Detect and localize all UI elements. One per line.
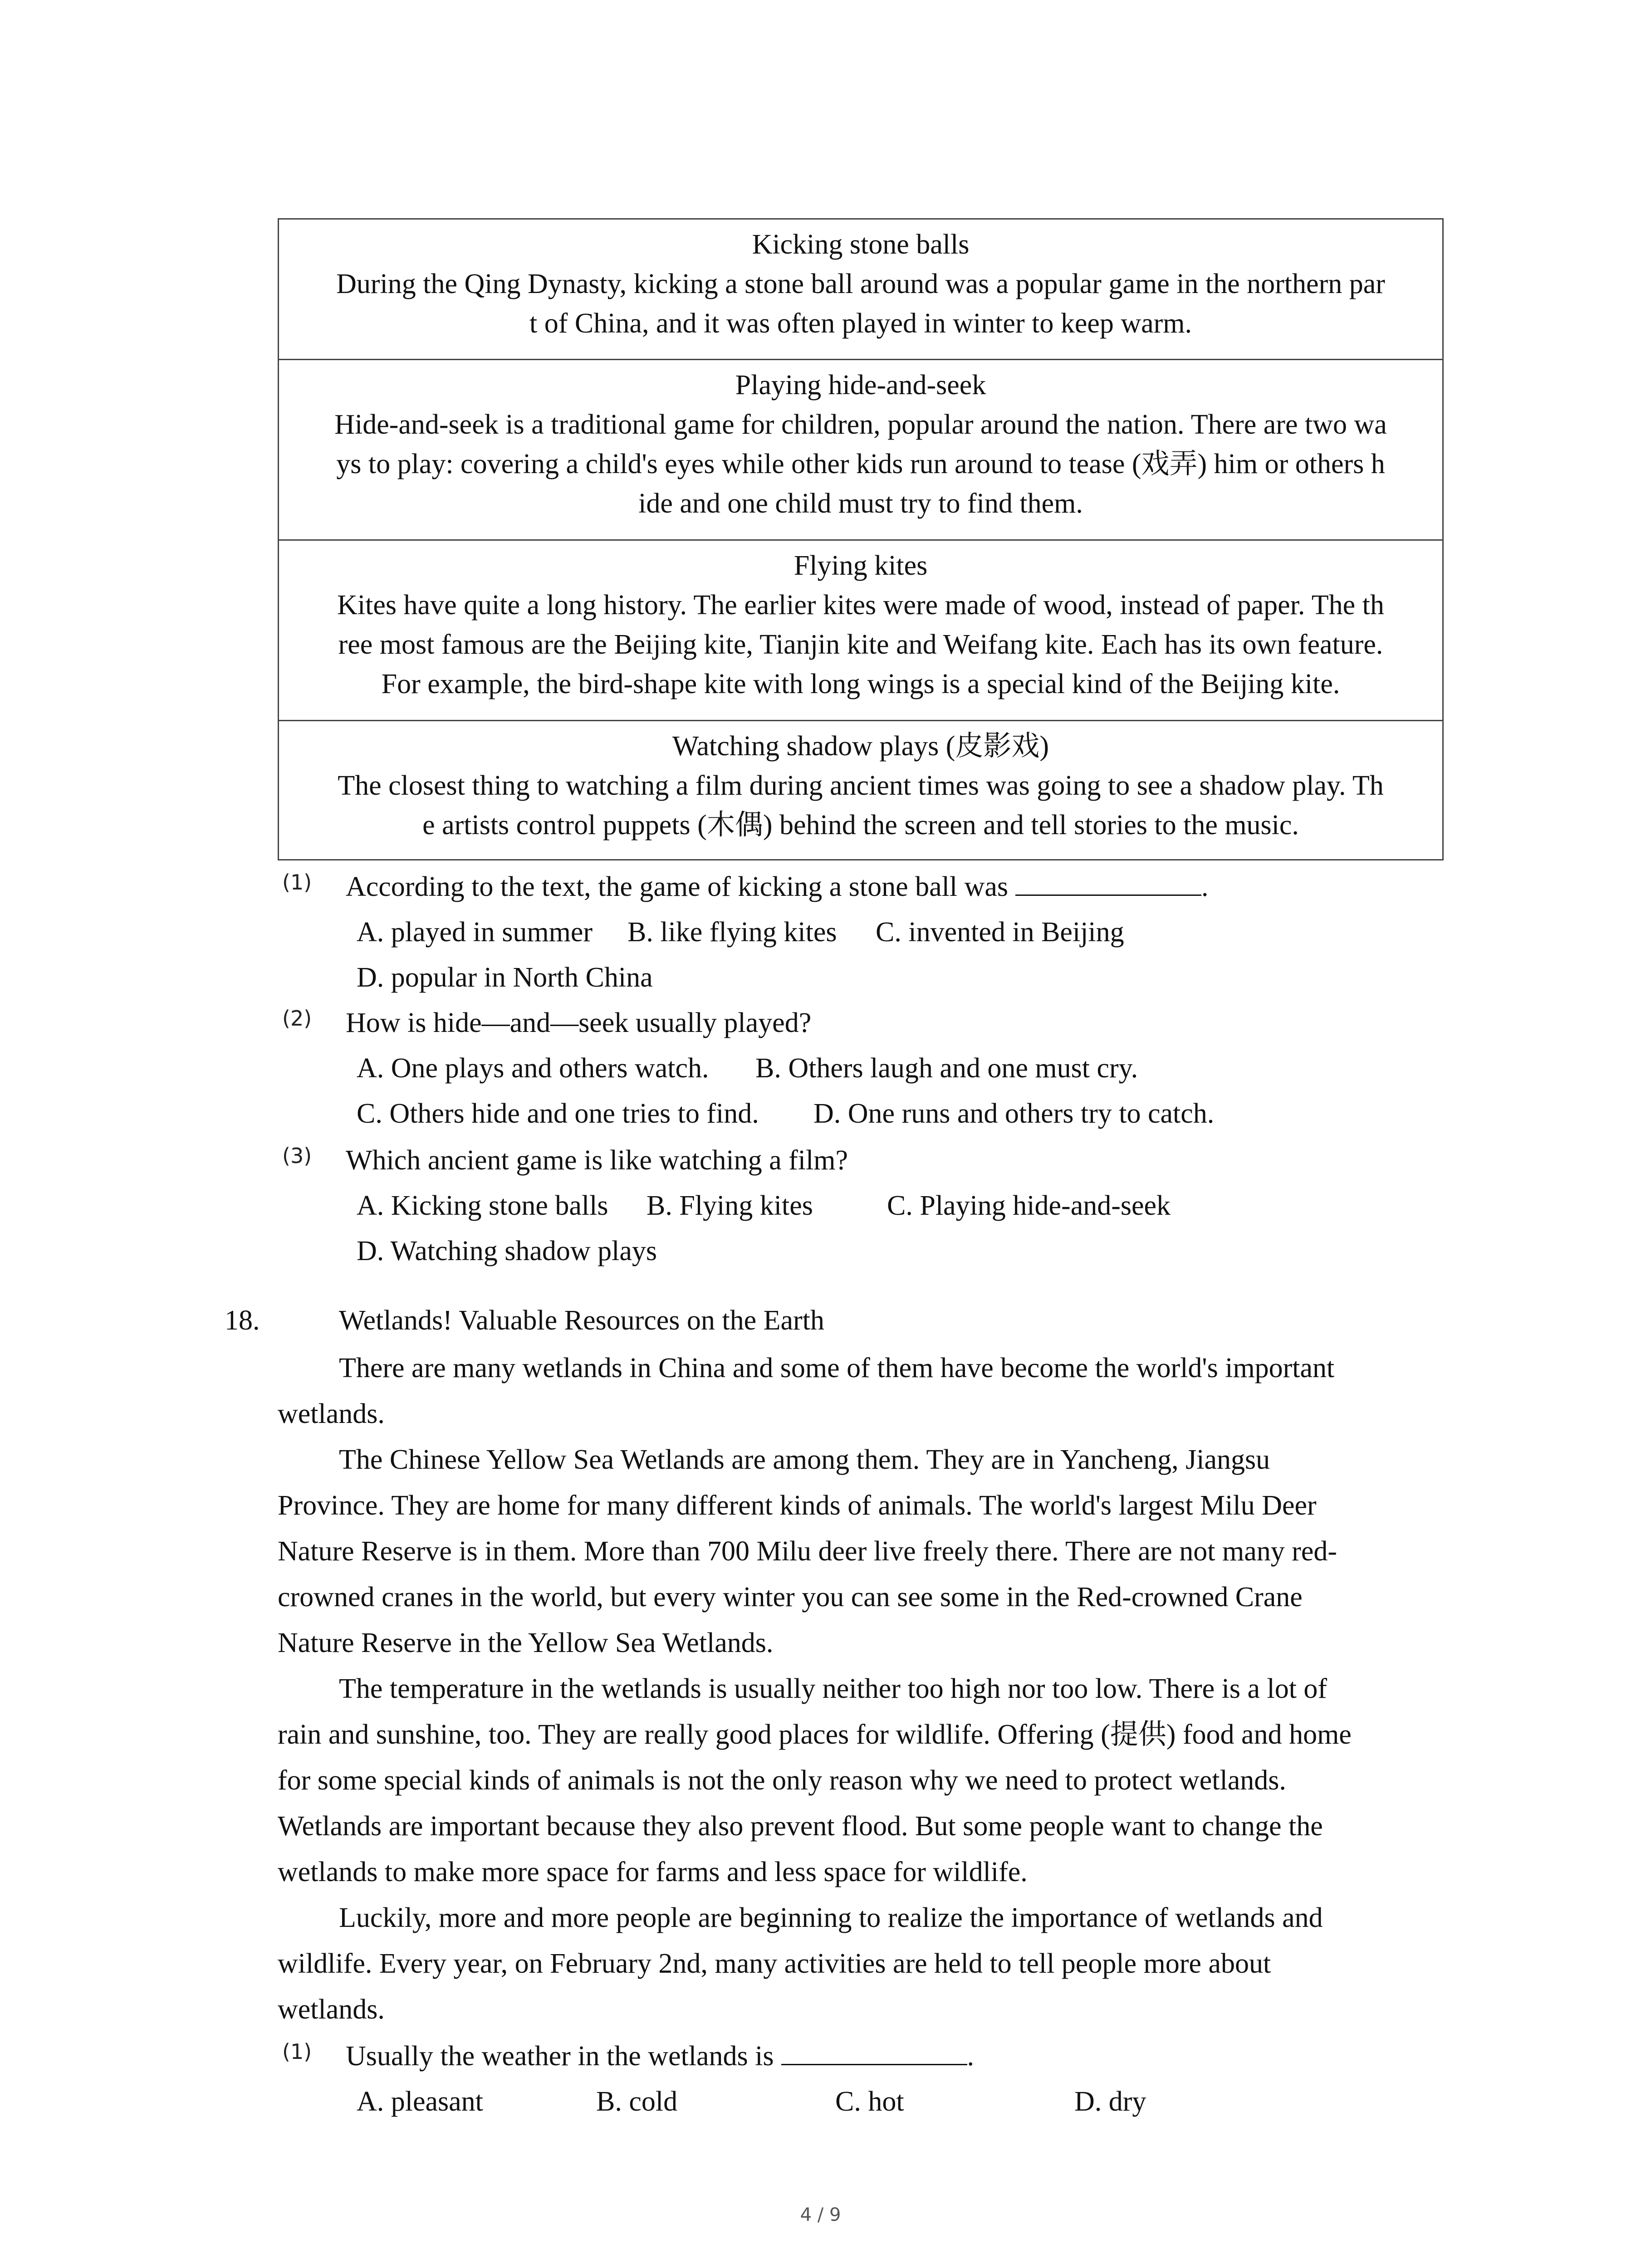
option-a[interactable]: A. Kicking stone balls — [357, 1190, 608, 1221]
passage-paragraph — [278, 1437, 1337, 1666]
paragraph-line: Luckily, more and more people are beginning to realize the importance of wetlands and — [339, 1902, 1323, 1933]
option-d[interactable]: D. dry — [1074, 2086, 1146, 2117]
question-stem — [346, 2036, 974, 2077]
paragraph-line: Province. They are home for many different kinds of animals. The world's largest Milu Deer — [278, 1490, 1317, 1521]
option-b[interactable]: B. like flying kites — [627, 917, 837, 948]
question-number: (1) — [282, 2039, 312, 2064]
paragraph-line: crowned cranes in the world, but every winter you can see some in the Red-crowned Crane — [278, 1582, 1303, 1613]
option-c[interactable]: C. invented in Beijing — [876, 917, 1124, 948]
game-title: Playing hide-and-seek — [735, 370, 986, 401]
question-text: According to the text, the game of kicking a stone ball was — [346, 871, 1009, 902]
answer-blank[interactable] — [781, 2041, 967, 2065]
games-table — [278, 218, 1444, 860]
question-stem: Which ancient game is like watching a film? — [346, 1145, 848, 1176]
question-number: 18. — [225, 1305, 260, 1336]
option-d[interactable]: D. popular in North China — [357, 962, 653, 993]
option-a[interactable]: A. One plays and others watch. — [357, 1053, 709, 1084]
game-title: Kicking stone balls — [752, 229, 970, 260]
table-row — [279, 360, 1442, 541]
question-end: . — [967, 2041, 975, 2072]
option-c[interactable]: C. Others hide and one tries to find. — [357, 1098, 759, 1129]
question-end: . — [1201, 871, 1209, 902]
question-stem — [346, 866, 1209, 907]
table-row — [279, 220, 1442, 360]
game-text-line: Kites have quite a long history. The earlier kites were made of wood, instead of paper. The th — [337, 590, 1384, 621]
paragraph-line: There are many wetlands in China and some of them have become the world's important — [339, 1353, 1335, 1383]
game-text-line: For example, the bird-shape kite with long wings is a special kind of the Beijing kite. — [381, 669, 1340, 699]
passage-title: Wetlands! Valuable Resources on the Earth — [339, 1305, 824, 1336]
option-d[interactable]: D. Watching shadow plays — [357, 1236, 657, 1266]
paragraph-line: for some special kinds of animals is not the only reason why we need to protect wetlands. — [278, 1765, 1286, 1796]
option-c[interactable]: C. hot — [835, 2086, 904, 2117]
game-text-line: e artists control puppets (木偶) behind the screen and tell stories to the music. — [422, 810, 1299, 841]
game-text-line: ide and one child must try to find them. — [638, 488, 1083, 519]
table-row — [279, 541, 1442, 721]
game-text-line: The closest thing to watching a film during ancient times was going to see a shadow play. Th — [338, 770, 1384, 801]
passage-paragraph — [278, 1666, 1352, 1895]
paragraph-line: Wetlands are important because they also prevent flood. But some people want to change the — [278, 1811, 1323, 1842]
game-text-line: ree most famous are the Beijing kite, Tianjin kite and Weifang kite. Each has its own feature. — [338, 629, 1383, 660]
question-number: (3) — [282, 1144, 312, 1168]
game-text-line: Hide-and-seek is a traditional game for children, popular around the nation. There are two wa — [334, 409, 1387, 440]
table-row — [279, 721, 1442, 859]
question-number: (1) — [282, 870, 312, 894]
paragraph-line: wetlands to make more space for farms and less space for wildlife. — [278, 1857, 1028, 1887]
game-text-line: t of China, and it was often played in winter to keep warm. — [529, 308, 1192, 339]
paragraph-line: The temperature in the wetlands is usually neither too high nor too low. There is a lot of — [339, 1673, 1327, 1704]
option-c[interactable]: C. Playing hide-and-seek — [887, 1190, 1171, 1221]
paragraph-line: The Chinese Yellow Sea Wetlands are among them. They are in Yancheng, Jiangsu — [339, 1444, 1270, 1475]
paragraph-line: Nature Reserve is in them. More than 700 Milu deer live freely there. There are not many red- — [278, 1536, 1337, 1567]
option-b[interactable]: B. Others laugh and one must cry. — [755, 1053, 1138, 1084]
paragraph-line: wetlands. — [278, 1994, 385, 2025]
question-stem: How is hide—and—seek usually played? — [346, 1007, 812, 1038]
game-text-line: During the Qing Dynasty, kicking a stone ball around was a popular game in the northern par — [336, 269, 1385, 299]
question-number: (2) — [282, 1006, 312, 1031]
question-text: Usually the weather in the wetlands is — [346, 2041, 774, 2072]
option-a[interactable]: A. played in summer — [357, 917, 593, 948]
game-title: Flying kites — [794, 550, 928, 581]
passage-paragraph — [278, 1345, 1334, 1437]
option-b[interactable]: B. cold — [596, 2086, 678, 2117]
paragraph-line: wetlands. — [278, 1398, 385, 1429]
paragraph-line: Nature Reserve in the Yellow Sea Wetlands. — [278, 1628, 774, 1658]
game-title: Watching shadow plays (皮影戏) — [672, 731, 1049, 762]
paragraph-line: rain and sunshine, too. They are really good places for wildlife. Offering (提供) food and home — [278, 1719, 1352, 1750]
option-b[interactable]: B. Flying kites — [647, 1190, 813, 1221]
game-text-line: ys to play: covering a child's eyes while other kids run around to tease (戏弄) him or others h — [336, 449, 1385, 479]
page-number: 4 / 9 — [800, 2204, 841, 2225]
option-d[interactable]: D. One runs and others try to catch. — [813, 1098, 1215, 1129]
paragraph-line: wildlife. Every year, on February 2nd, many activities are held to tell people more about — [278, 1948, 1271, 1979]
option-a[interactable]: A. pleasant — [357, 2086, 483, 2117]
answer-blank[interactable] — [1015, 872, 1201, 896]
passage-paragraph — [278, 1895, 1323, 2033]
